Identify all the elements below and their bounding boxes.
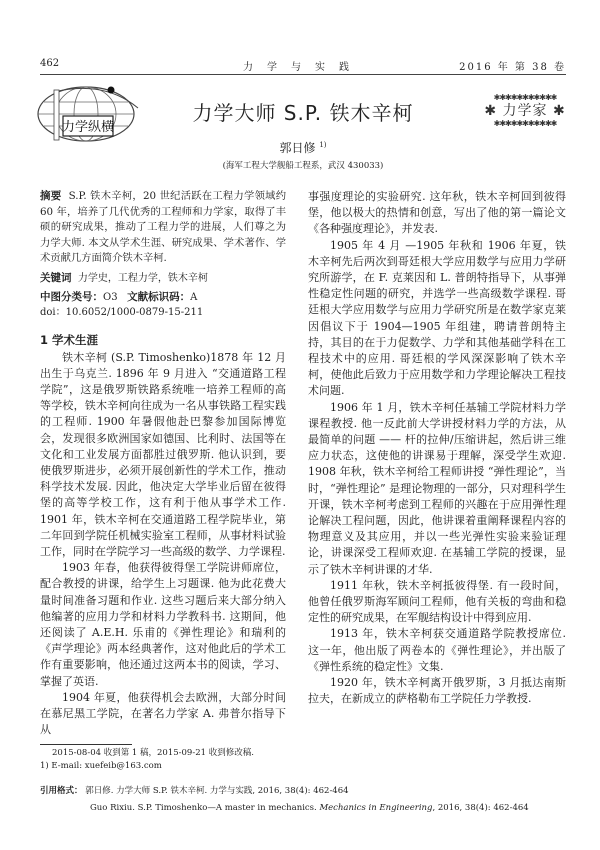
column-logo	[34, 84, 144, 144]
paragraph: 1906 年 1 月，铁木辛柯任基辅工学院材料力学课程教授. 他一反此前大学讲授材料力学的方法，从最简单的问题 —— 杆的拉伸/压缩讲起，然后讲三维应力状态，这使他的讲课易于理解，深受学生欢迎. 1908 年秋，铁木辛柯给工程师讲授 “弹性理论”，当时，“弹性理论” 是理论物理的一部分，只对理科学生开课，铁木辛柯考虑到工程师的兴趣在于应用弹性理论解决工程问题，因此，他讲课着重阐释课程内容的物理意义及其应用，并以一些光弹性实验来验证理论，讲课深受工程师欢迎. 在基辅工学院的授课，显示了铁木辛柯讲课的才华.	[308, 400, 566, 576]
citation-en-prefix: Guo Rixiu. S.P. Timoshenko—A master in mechanics.	[90, 803, 320, 814]
doc-code-value: A	[190, 291, 198, 303]
doc-code-label: 文献标识码：	[127, 290, 191, 303]
citation-cn: 郭日修. 力学大师 S.P. 铁木辛柯. 力学与实践, 2016, 38(4): 462-464	[85, 786, 349, 797]
paragraph: 1911 年秋，铁木辛柯抵彼得堡. 有一段时间，他曾任俄罗斯海军顾问工程师，他有关板的弯曲和稳定性的研究成果，在军舰结构设计中得到应用.	[308, 578, 566, 625]
paragraph: 1905 年 4 月 —1905 年秋和 1906 年夏，铁木辛柯先后两次到哥廷根大学应用数学与应用力学研究所游学，在 F. 克莱因和 L. 普朗特指导下，从事弹性稳定性问题的研究，并选学一些高级数学课程. 哥廷根大学应用数学与应用力学研究所是在数学家克莱因倡议下于 1904—1905 年组建，聘请普朗特主持，其目的在于力促数学、力学和其他基础学科在工程技术中的应用. 哥廷根的学风深深影响了铁木辛柯，使他此后致力于应用数学和力学理论解决工程技术问题.	[308, 238, 566, 398]
body-columns	[40, 189, 566, 773]
right-column	[308, 189, 566, 708]
citation-en-journal: Mechanics in Engineering	[319, 803, 433, 814]
page-number: 462	[40, 58, 60, 69]
doi: doi：10.6052/1000-0879-15-211	[40, 306, 204, 318]
author-footnote-mark: 1)	[319, 141, 327, 149]
paragraph: 1913 年，铁木辛柯获交通道路学院教授席位. 这一年，他出版了两卷本的《弹性理论》，并出版了《弹性系统的稳定性》文集.	[308, 627, 566, 673]
citation-en-suffix: , 2016, 38(4): 462-464	[432, 803, 529, 814]
paragraph: 1904 年夏，他获得机会去欧洲，大部分时间在慕尼黑工学院，在著名力学家 A. 弗普尔指导下从	[40, 690, 286, 737]
stamp-label: 力学家	[502, 103, 548, 119]
author-name: 郭日修	[279, 141, 316, 155]
footnotes	[40, 747, 286, 773]
received-date: 2015-08-04 收到第 1 稿，2015-09-21 收到修改稿.	[52, 748, 254, 759]
paragraph: 1920 年，铁木辛柯离开俄罗斯，3 月抵达南斯拉夫，在新成立的萨格勒布工学院任力学教授.	[308, 676, 566, 706]
affiliation: (海军工程大学舰船工程系，武汉 430033)	[222, 161, 384, 171]
volume-info: 2016 年 第 38 卷	[459, 62, 566, 73]
logo-text: 力学纵横	[61, 120, 115, 135]
journal-name: 力学与实践	[243, 62, 363, 73]
classification	[40, 290, 286, 305]
abstract-label: 摘要	[40, 190, 62, 202]
section-stamp: ✱✱✱✱✱✱✱✱✱✱✱ ✱ 力学家 ✱ ✱✱✱✱✱✱✱✱✱✱✱	[484, 94, 566, 128]
globe-icon	[34, 84, 144, 144]
abstract	[40, 189, 286, 267]
abstract-text: S.P. 铁木辛柯，20 世纪活跃在工程力学领域约 60 年，培养了几代优秀的工程师和力学家，取得了丰硕的研究成果，推动了工程力学的进展，人们尊之为力学大师. 本文从学术生涯、研究成果、学术著作、学术贡献几方面简介铁木辛柯.	[40, 190, 286, 264]
citation-en	[40, 800, 580, 817]
running-header	[40, 58, 566, 75]
keywords	[40, 271, 286, 286]
classification-label: 中图分类号：	[40, 290, 103, 303]
title-block	[40, 75, 566, 189]
citation	[40, 783, 580, 817]
paragraph: 事强度理论的实验研究. 这年秋，铁木辛柯回到彼得堡，他以极大的热情和创意，写出了他的第一篇论文《各种强度理论》，并发表.	[308, 190, 566, 236]
section-heading: 1 学术生涯	[40, 332, 99, 347]
left-column	[40, 189, 286, 773]
keywords-text: 力学史，工程力学，铁木辛柯	[77, 272, 208, 284]
keywords-label: 关键词	[40, 271, 72, 284]
author-email[interactable]: 1) E-mail: xuefeib@163.com	[40, 761, 162, 772]
paragraph: 铁木辛柯 (S.P. Timoshenko)1878 年 12 月出生于乌克兰. 1896 年 9 月进入 “交通道路工程学院”，这是俄罗斯铁路系统唯一培养工程师的高等学校，铁木辛柯向往成为一名从事铁路工程实践的工程师. 1900 年暑假他赴巴黎参加国际博览会，发现很多欧洲国家如德国、比利时、法国等在文化和工业发展方面都胜过俄罗斯. 他认识到，要使俄罗斯进步，必须开展创新性的学术工作，推动科学技术发展. 因此，他决定大学毕业后留在彼得堡的高等学校工作，这有利于他从事学术工作. 1901 年，铁木辛柯在交通道路工程学院毕业，第二年回到学院任机械实验室工程师，从事材料试验工作，同时在学院学习一些高级的数学、力学课程.	[40, 350, 286, 558]
classification-value: O3	[103, 291, 118, 303]
article-title: 力学大师 S.P. 铁木辛柯	[192, 101, 414, 125]
paragraph: 1903 年春，他获得彼得堡工学院讲师席位，配合教授的讲课，给学生上习题课. 他为此花费大量时间准备习题和作业. 这些习题后来大部分纳入他编著的应用力学和材料力学教科书. 这期间，他还阅读了 A.E.H. 乐甫的《弹性理论》和瑞利的《声学理论》两本经典著作，这对他此后的学术工作有重要影响，他还通过这两本书的阅读，学习、掌握了英语.	[40, 561, 286, 688]
author	[40, 139, 566, 156]
citation-label: 引用格式：	[40, 786, 83, 797]
footnote-rule	[40, 744, 132, 745]
